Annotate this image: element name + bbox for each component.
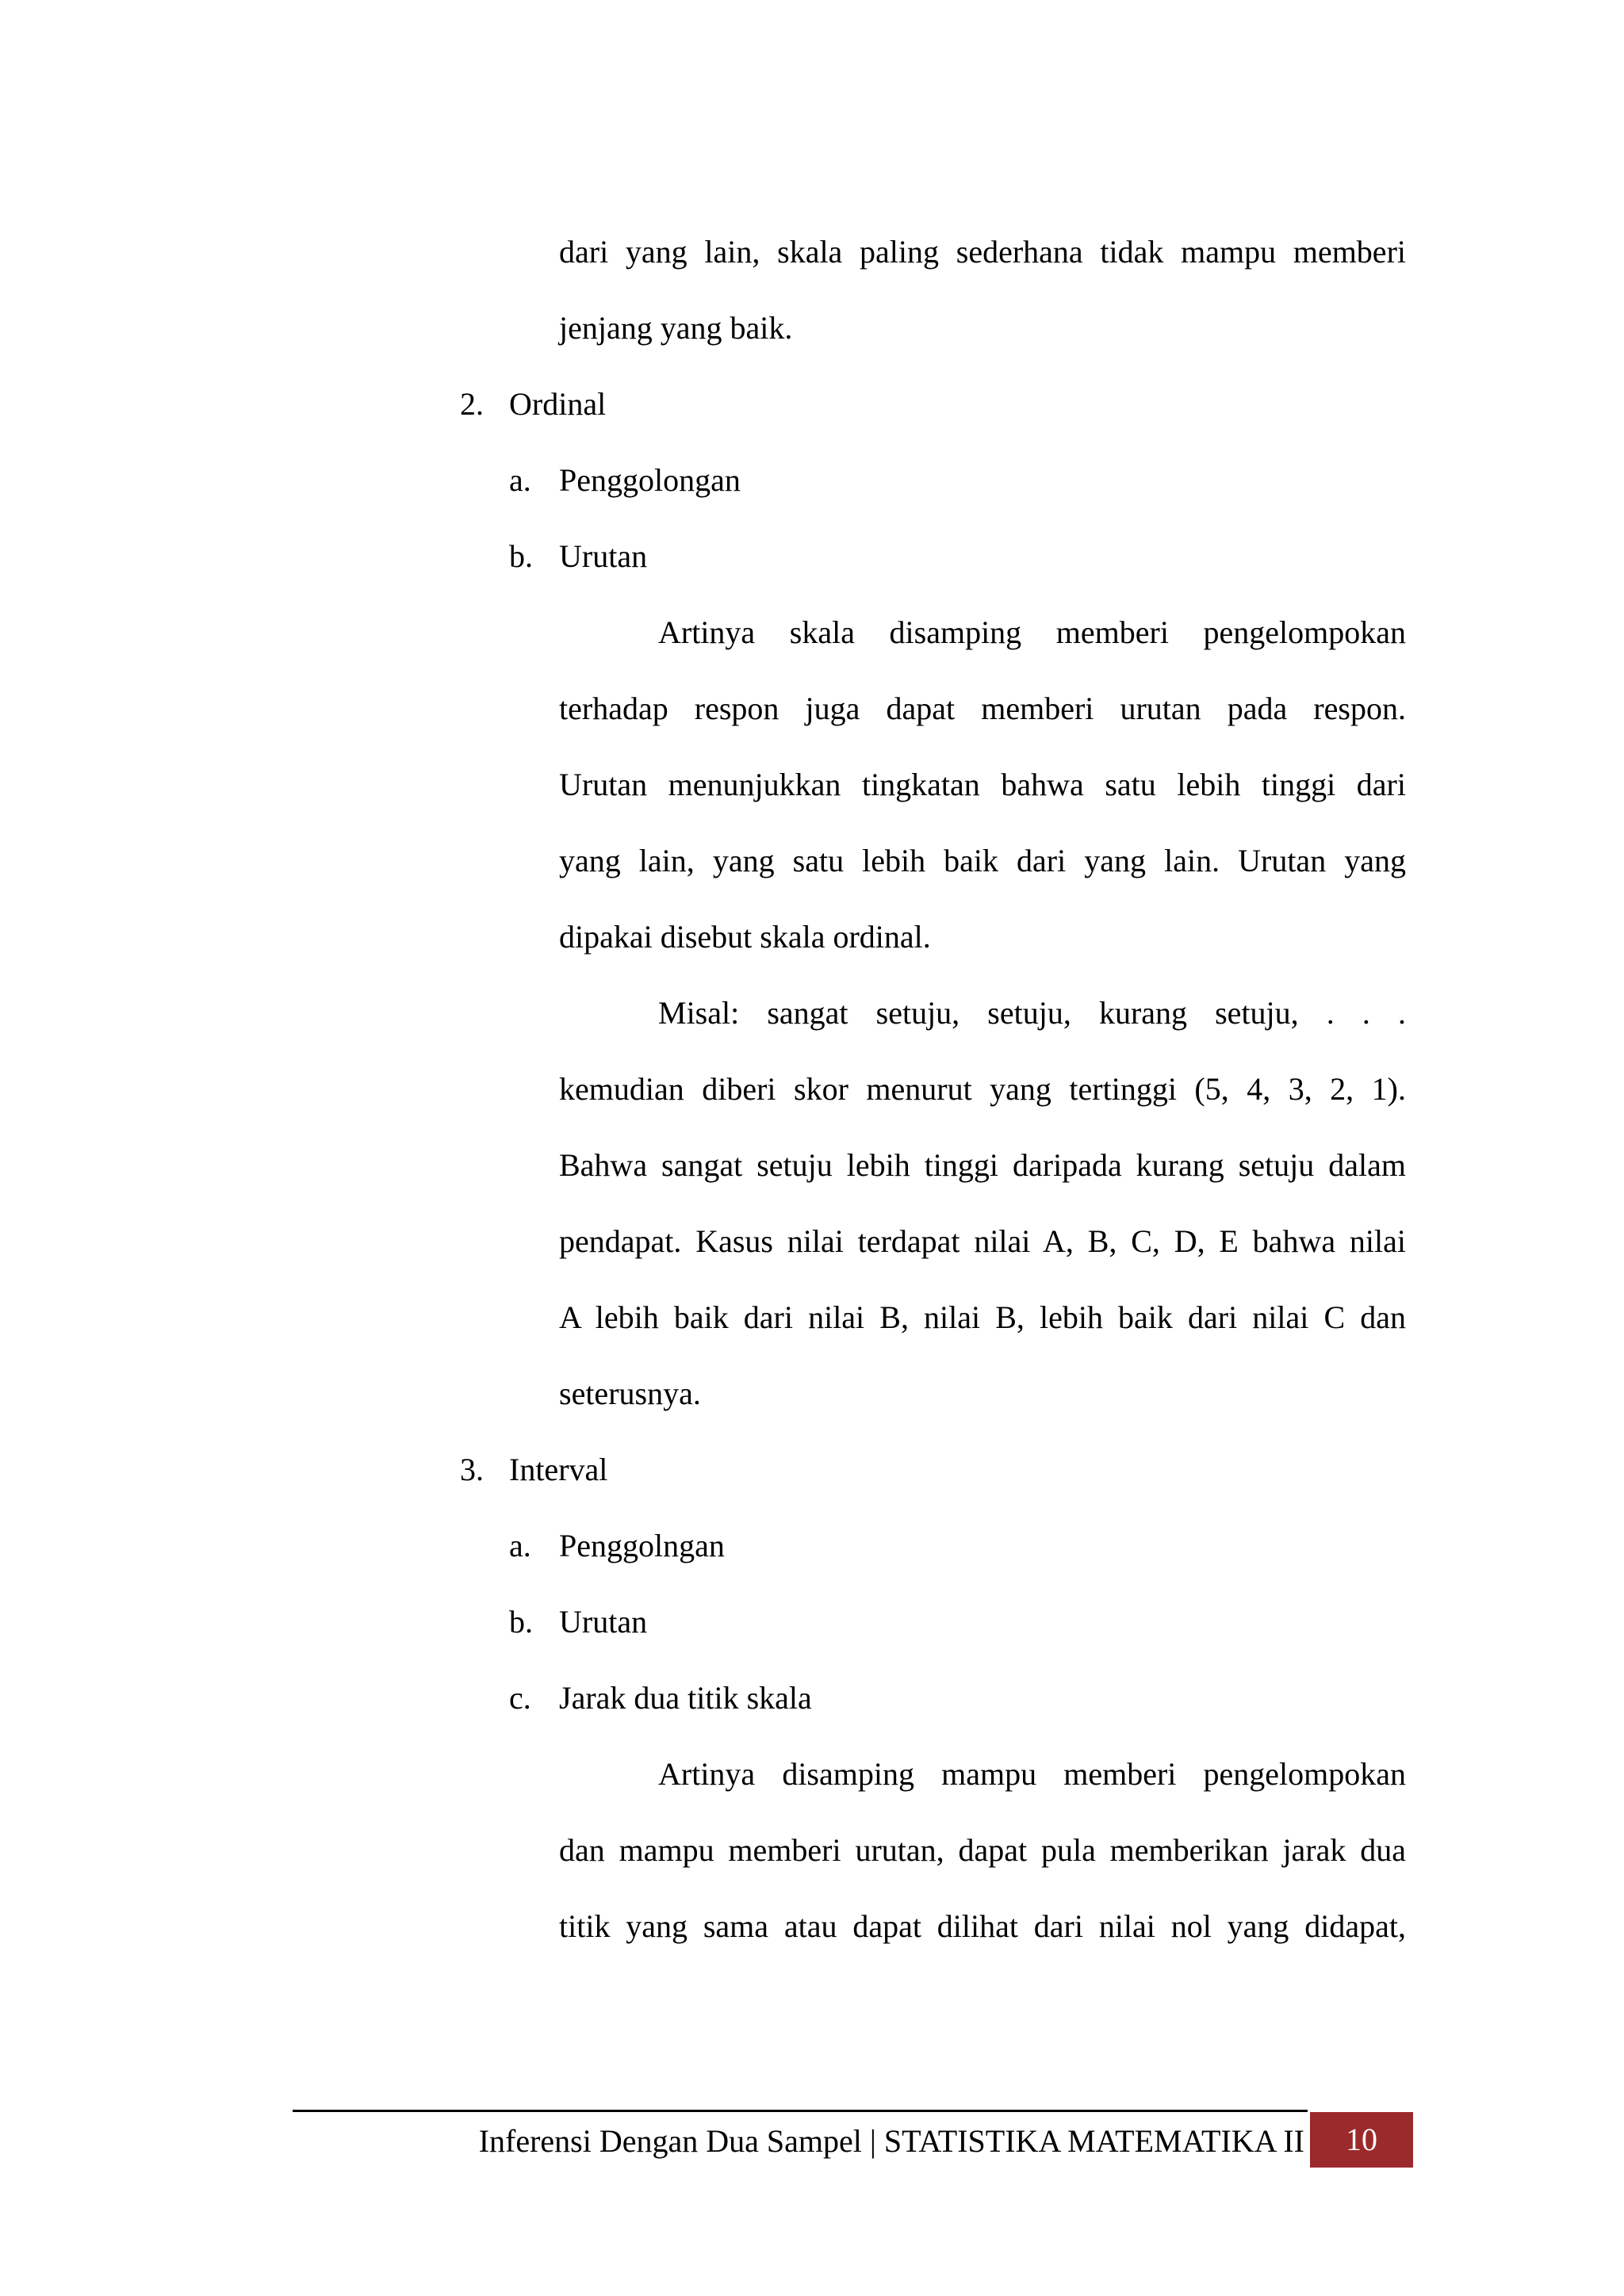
- body-line: pendapat. Kasus nilai terdapat nilai A, B, C, D, E bahwa nilai: [559, 1223, 1406, 1259]
- list-number: 2.: [460, 386, 484, 422]
- body-line: kemudian diberi skor menurut yang tertinggi (5, 4, 3, 2, 1).: [559, 1071, 1406, 1107]
- list-letter: c.: [509, 1680, 531, 1716]
- page-number: 10: [1310, 2112, 1413, 2168]
- list-item: Penggolngan: [559, 1528, 725, 1563]
- body-line: A lebih baik dari nilai B, nilai B, lebih baik dari nilai C dan: [559, 1299, 1406, 1335]
- body-line: yang lain, yang satu lebih baik dari yang lain. Urutan yang: [559, 843, 1406, 878]
- body-line: Artinya skala disamping memberi pengelompokan: [658, 614, 1406, 650]
- list-letter: b.: [509, 538, 533, 574]
- list-number: 3.: [460, 1452, 484, 1487]
- body-line: Urutan menunjukkan tingkatan bahwa satu lebih tinggi dari: [559, 767, 1406, 802]
- body-line: dipakai disebut skala ordinal.: [559, 919, 931, 955]
- list-letter: b.: [509, 1604, 533, 1640]
- list-letter: a.: [509, 1528, 531, 1563]
- body-line: dan mampu memberi urutan, dapat pula memberikan jarak dua: [559, 1832, 1406, 1868]
- list-item: Penggolongan: [559, 462, 741, 498]
- body-line: jenjang yang baik.: [559, 310, 793, 346]
- list-letter: a.: [509, 462, 531, 498]
- footer-rule: [293, 2110, 1308, 2112]
- section-title: Interval: [509, 1452, 608, 1487]
- body-line: dari yang lain, skala paling sederhana tidak mampu memberi: [559, 234, 1406, 270]
- body-line: seterusnya.: [559, 1376, 701, 1411]
- body-line: Misal: sangat setuju, setuju, kurang setuju, . . .: [658, 995, 1406, 1031]
- footer-text: Inferensi Dengan Dua Sampel | STATISTIKA MATEMATIKA II: [478, 2123, 1304, 2159]
- list-item: Urutan: [559, 1604, 648, 1640]
- list-item: Urutan: [559, 538, 648, 574]
- body-line: Bahwa sangat setuju lebih tinggi daripada kurang setuju dalam: [559, 1147, 1406, 1183]
- body-line: terhadap respon juga dapat memberi urutan pada respon.: [559, 691, 1406, 726]
- body-line: Artinya disamping mampu memberi pengelompokan: [658, 1756, 1406, 1792]
- section-title: Ordinal: [509, 386, 607, 422]
- list-item: Jarak dua titik skala: [559, 1680, 812, 1716]
- body-line: titik yang sama atau dapat dilihat dari nilai nol yang didapat,: [559, 1908, 1406, 1944]
